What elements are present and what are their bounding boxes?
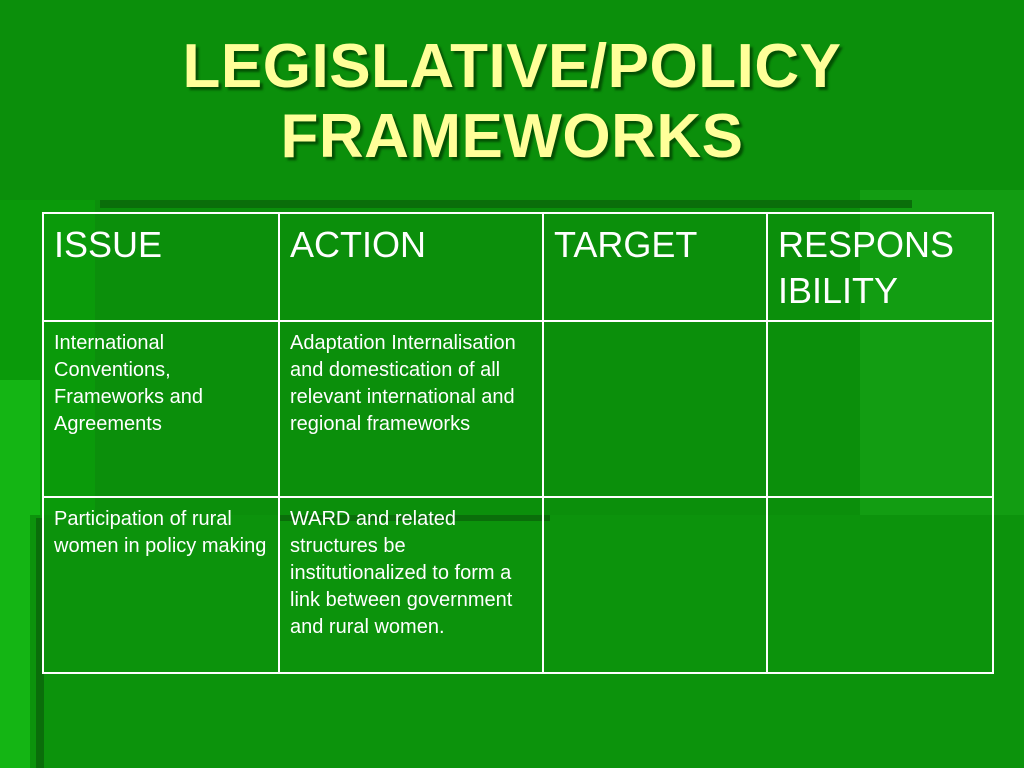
- column-header-responsibility: [767, 213, 993, 321]
- column-header-responsibility-part-1: RESPONS: [778, 224, 955, 265]
- cell-action: WARD and related structures be institutionalized to form a link between government and rural women.: [279, 497, 543, 673]
- table-header-row: [43, 213, 993, 321]
- cell-target: [543, 321, 767, 497]
- table-row: [43, 497, 993, 673]
- slide-title-line-1: LEGISLATIVE/POLICY: [182, 32, 842, 101]
- column-header-responsibility-part-2: IBILITY: [778, 270, 899, 311]
- cell-responsibility: [767, 321, 993, 497]
- column-header-action: ACTION: [279, 213, 543, 321]
- table-row: [43, 321, 993, 497]
- background-shape: [100, 200, 912, 208]
- cell-target: [543, 497, 767, 673]
- frameworks-table: [42, 212, 994, 674]
- cell-issue: International Conventions, Frameworks and Agreements: [43, 321, 279, 497]
- cell-action: Adaptation Internalisation and domestication of all relevant international and regional frameworks: [279, 321, 543, 497]
- slide-title: [0, 32, 1024, 172]
- column-header-target: TARGET: [543, 213, 767, 321]
- cell-issue: Participation of rural women in policy making: [43, 497, 279, 673]
- slide-title-line-2: FRAMEWORKS: [280, 102, 744, 171]
- column-header-issue: ISSUE: [43, 213, 279, 321]
- cell-responsibility: [767, 497, 993, 673]
